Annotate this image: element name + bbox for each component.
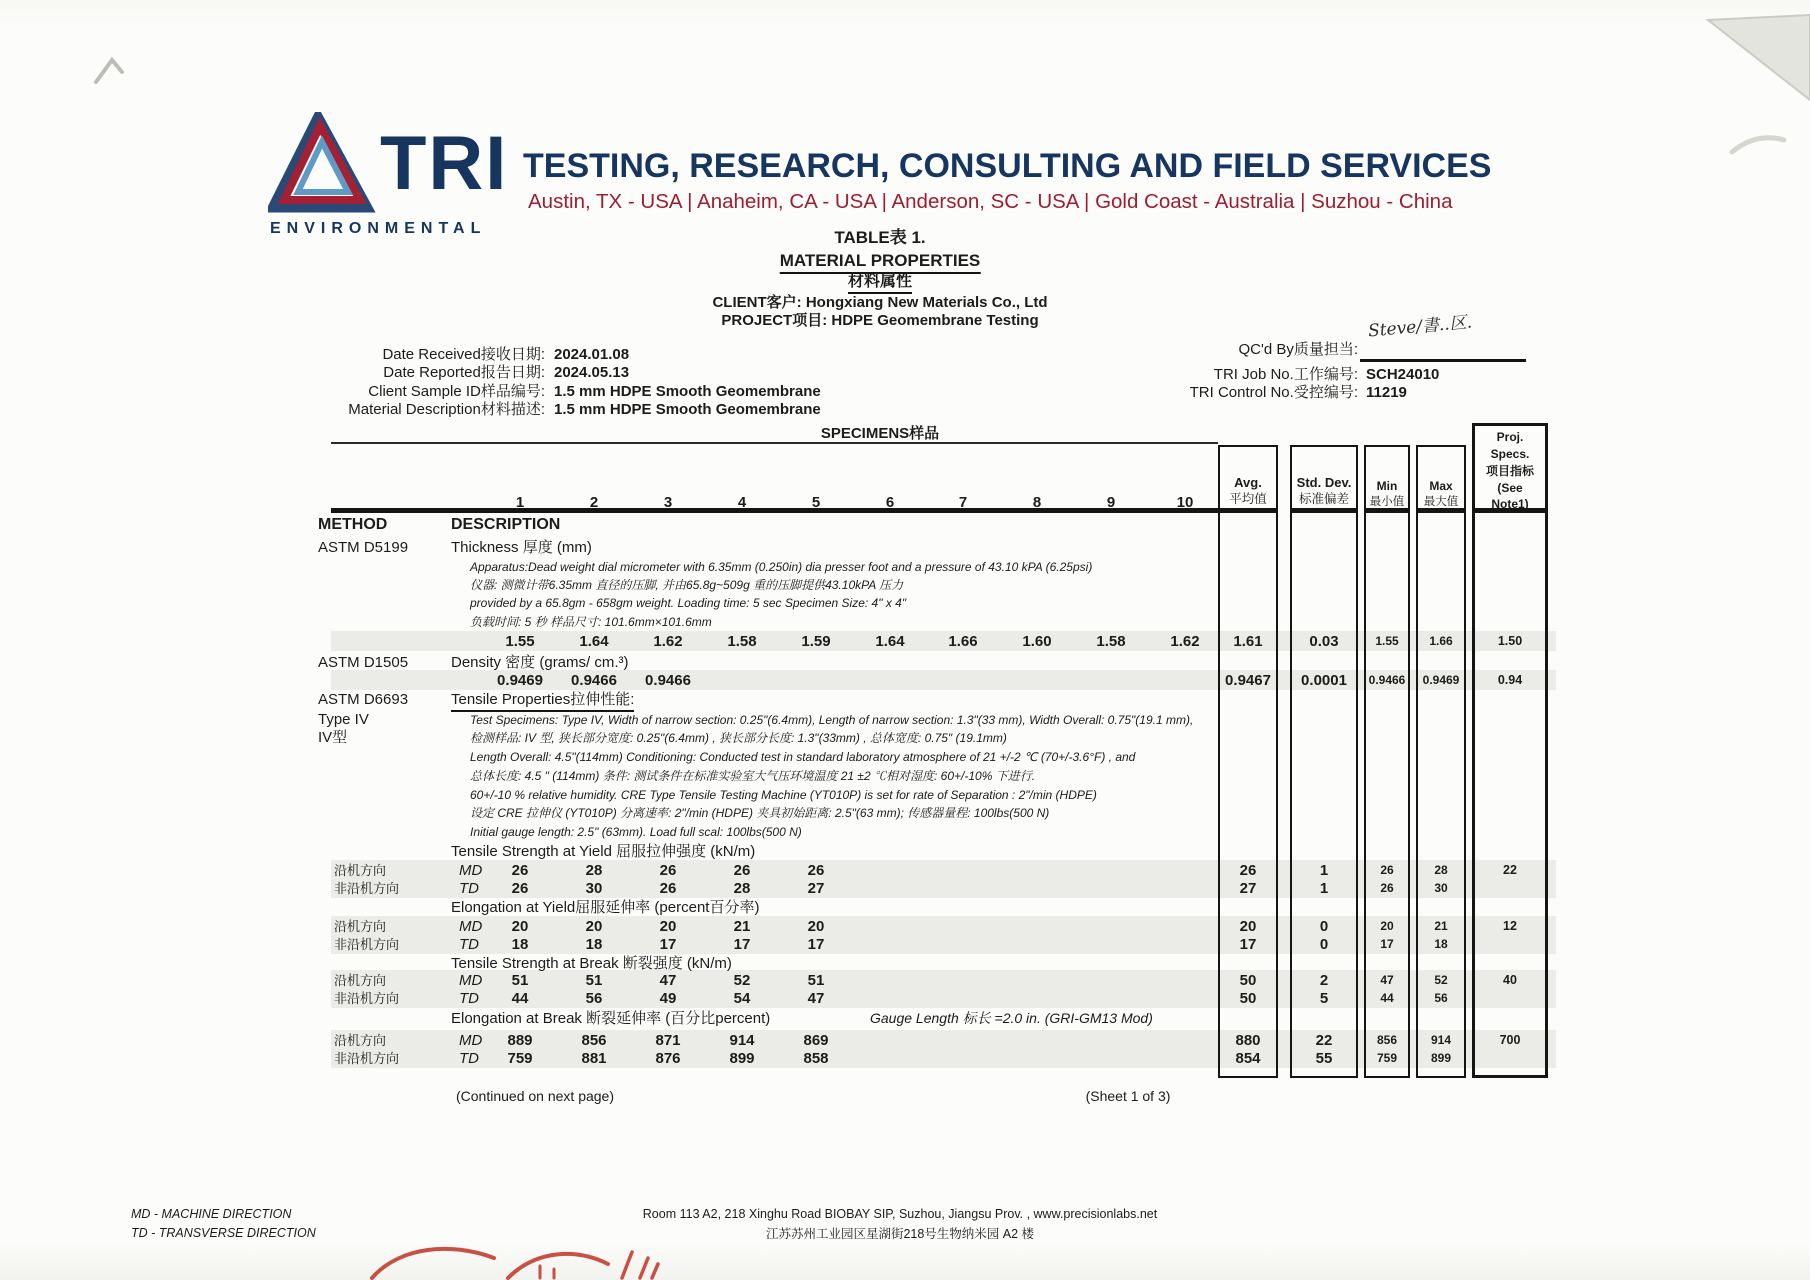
tri-control-no-value: 11219 [1366,384,1407,401]
note-line: 总体长度: 4.5 " (114mm) 条件: 测试条件在标准实验室大气压环境温度 21 ±2 ℃相对湿度: 60+/-10% 下进行. [470,768,1036,783]
specimen-value: 1.58 [1096,632,1126,650]
description-column-header: DESCRIPTION [451,516,561,533]
direction-label-zh: 非沿机方向 [334,1050,400,1066]
specimen-col-number: 1 [515,493,525,511]
note-line: Initial gauge length: 2.5" (63mm). Load full scal: 100lbs(500 N) [470,824,802,839]
direction-label-zh: 沿机方向 [334,972,387,988]
specimen-col-number: 4 [737,493,747,511]
direction-label-zh: 沿机方向 [334,862,387,878]
avg-value: 880 [1235,1031,1261,1049]
note-line: 检测样品: IV 型, 狭长部分宽度: 0.25"(6.4mm) , 狭长部分长度: 1.3"(33mm) , 总体宽度: 0.75" (19.1mm) [470,730,1007,745]
specimen-value: 876 [655,1049,681,1067]
specimen-col-number: 5 [811,493,821,511]
specimen-col-number: 9 [1106,493,1116,511]
avg-value: 854 [1235,1049,1261,1067]
note-line: 60+/-10 % relative humidity. CRE Type Tensile Testing Machine (YT010P) is set for rate of Separation : 2"/min (HDPE) [470,787,1097,802]
td-legend: TD - TRANSVERSE DIRECTION [131,1226,316,1240]
stddev-header-zh: 标准偏差 [1298,492,1350,506]
specimen-value: 52 [733,971,751,989]
avg-header-en: Avg. [1234,475,1262,490]
direction-label: TD [459,989,479,1007]
specimen-value: 881 [581,1049,607,1067]
specimen-value: 30 [585,879,603,897]
specimen-value: 26 [511,879,529,897]
specimen-col-number: 2 [589,493,599,511]
specimen-value: 0.9466 [645,671,691,689]
avg-header-zh: 平均值 [1229,492,1267,506]
stddev-value: 22 [1315,1031,1333,1049]
property-title: Elongation at Break 断裂延伸率 (百分比percent) [451,1009,771,1027]
max-value: 52 [1434,972,1448,987]
doc-title-zh: 材料属性 [848,272,912,294]
spec-header-line3: 项目指标 [1485,464,1535,478]
specimen-value: 1.59 [801,632,831,650]
specimen-value: 54 [733,989,751,1007]
specimen-value: 28 [585,861,603,879]
specimen-value: 869 [803,1031,829,1049]
specimen-value: 26 [659,879,677,897]
footer-address-en: Room 113 A2, 218 Xinghu Road BIOBAY SIP, Suzhou, Jiangsu Prov. , www.precisionlabs.net [642,1207,1158,1221]
gauge-length-note: Gauge Length 标长 =2.0 in. (GRI-GM13 Mod) [870,1010,1153,1026]
spec-header-line1: Proj. [1496,430,1524,444]
direction-label: TD [459,935,479,953]
max-value: 914 [1430,1032,1452,1047]
specimen-value: 21 [733,917,751,935]
specimen-value: 871 [655,1031,681,1049]
specimen-value: 20 [807,917,825,935]
min-value: 26 [1380,880,1394,895]
avg-value: 0.9467 [1225,671,1271,689]
specimen-value: 20 [585,917,603,935]
specimen-value: 26 [807,861,825,879]
page-fold-artifact [1700,10,1810,105]
tri-control-no-label: TRI Control No.受控编号: [1189,384,1358,401]
description-label: Density 密度 (grams/ cm.³) [451,653,629,671]
material-description-label: Material Description材料描述: [348,401,545,418]
method-label: ASTM D6693 [318,690,409,708]
spec-value: 40 [1503,973,1517,987]
direction-label-zh: 沿机方向 [334,918,387,934]
specimen-value: 18 [511,935,529,953]
min-value: 44 [1380,990,1394,1005]
corner-mark-artifact [92,52,132,92]
spec-value: 0.94 [1497,673,1523,687]
min-value: 856 [1376,1032,1398,1047]
specimen-value: 899 [729,1049,755,1067]
min-value: 759 [1376,1050,1398,1065]
note-line: provided by a 65.8gm - 658gm weight. Loading time: 5 sec Specimen Size: 4" x 4" [470,595,907,610]
stddev-value: 2 [1319,971,1329,989]
stddev-value: 0 [1319,935,1329,953]
qc-signature: Steve/書..区. [1367,312,1473,342]
avg-value: 17 [1239,935,1257,953]
note-line: 设定 CRE 拉伸仪 (YT010P) 分离速率: 2"/min (HDPE) 夹具初始距离: 2.5"(63 mm); 传感器量程: 100lbs(500 N) [470,805,1050,820]
specimens-header: SPECIMENS样品 [820,425,940,442]
max-value: 0.9469 [1422,672,1460,687]
stddev-value: 1 [1319,879,1329,897]
avg-value: 26 [1239,861,1257,879]
table-top-rule [331,442,1218,444]
logo-text: TRI [380,121,509,206]
avg-value: 1.61 [1233,632,1263,650]
red-stamp [360,1238,680,1280]
specimen-value: 17 [659,935,677,953]
specimen-value: 1.66 [948,632,978,650]
spec-header-line5: Note1) [1491,497,1529,511]
direction-label: TD [459,879,479,897]
client-sample-id-label: Client Sample ID样品编号: [368,383,545,400]
direction-label: MD [459,1031,483,1049]
specimen-value: 26 [511,861,529,879]
specimen-value: 0.9466 [571,671,617,689]
method-column-header: METHOD [318,516,388,533]
min-header-zh: 最小值 [1369,496,1405,508]
specimen-value: 18 [585,935,603,953]
method-label: ASTM D1505 [318,653,409,671]
specimen-value: 47 [659,971,677,989]
specimen-col-number: 10 [1176,493,1194,511]
note-line: Apparatus:Dead weight dial micrometer with 6.35mm (0.250in) dia presser foot and a pressure of 43.10 kPA (6.25psi) [470,559,1093,574]
client-line [712,293,1047,312]
material-description-value: 1.5 mm HDPE Smooth Geomembrane [554,401,821,418]
tri-job-no-value: SCH24010 [1366,366,1440,383]
spec-value: 22 [1503,863,1517,877]
direction-label: TD [459,1049,479,1067]
spec-header-line4: (See [1497,481,1523,495]
specimen-value: 759 [507,1049,533,1067]
stddev-value: 5 [1319,989,1329,1007]
specimen-value: 47 [807,989,825,1007]
max-value: 1.66 [1429,633,1453,648]
specimen-value: 51 [585,971,603,989]
client-sample-id-value: 1.5 mm HDPE Smooth Geomembrane [554,383,821,400]
property-title: Tensile Strength at Break 断裂强度 (kN/m) [451,954,732,972]
min-value: 17 [1380,936,1394,951]
specimen-value: 17 [807,935,825,953]
direction-label-zh: 沿机方向 [334,1032,387,1048]
avg-value: 20 [1239,917,1257,935]
project-value: HDPE Geomembrane Testing [831,312,1039,329]
spec-value: 700 [1499,1033,1521,1047]
specimen-value: 1.64 [875,632,905,650]
min-header-en: Min [1376,479,1398,493]
specimen-value: 44 [511,989,529,1007]
specimen-value: 49 [659,989,677,1007]
specimen-value: 1.64 [579,632,609,650]
direction-label: MD [459,917,483,935]
max-value: 28 [1434,862,1448,877]
specimen-value: 1.58 [727,632,757,650]
edge-curl-artifact [1728,130,1788,156]
note-line: Length Overall: 4.5"(114mm) Conditioning: Conducted test in standard laboratory atmosphere of 21 +/-2 ℃ (70+/-3.6°F) , and [470,749,1136,764]
max-value: 56 [1434,990,1448,1005]
description-label: Thickness 厚度 (mm) [451,538,592,556]
specimen-value: 51 [807,971,825,989]
qc-by-label: QC'd By质量担当: [1238,341,1358,358]
method-label: ASTM D5199 [318,538,409,556]
date-reported-label: Date Reported报告日期: [383,364,545,381]
table-number: TABLE表 1. [834,228,926,247]
letterhead-title: TESTING, RESEARCH, CONSULTING AND FIELD SERVICES [523,147,1492,185]
specimen-value: 1.60 [1022,632,1052,650]
min-value: 47 [1380,972,1394,987]
letterhead-locations: Austin, TX - USA | Anaheim, CA - USA | Anderson, SC - USA | Gold Coast - Australia | Suzhou - China [528,190,1453,213]
stddev-value: 0.0001 [1301,671,1347,689]
client-label: CLIENT客户: [712,294,802,311]
specimen-value: 28 [733,879,751,897]
specimen-value: 914 [729,1031,755,1049]
specimen-col-number: 8 [1032,493,1042,511]
specimen-value: 27 [807,879,825,897]
specimen-value: 1.55 [505,632,535,650]
stddev-header-en: Std. Dev. [1296,475,1352,490]
specimen-value: 26 [733,861,751,879]
specimen-value: 0.9469 [497,671,543,689]
property-title: Elongation at Yield屈服延伸率 (percent百分率) [451,898,760,916]
spec-value: 12 [1503,919,1517,933]
direction-label-zh: 非沿机方向 [334,990,400,1006]
min-value: 0.9466 [1368,672,1406,687]
avg-value: 27 [1239,879,1257,897]
stddev-value: 0.03 [1309,632,1339,650]
method-label: IV型 [318,728,348,746]
specimen-col-number: 3 [663,493,673,511]
sheet-number: (Sheet 1 of 3) [1085,1088,1171,1104]
logo-subtext: ENVIRONMENTAL [270,220,487,237]
max-value: 18 [1434,936,1448,951]
specimen-col-number: 7 [958,493,968,511]
note-line: 仪器: 测微计带6.35mm 直径的压脚, 并由65.8g~509g 重的压脚提供43.10kPA 压力 [470,577,904,592]
specimen-value: 26 [659,861,677,879]
specimen-value: 51 [511,971,529,989]
md-legend: MD - MACHINE DIRECTION [131,1207,292,1221]
description-label: Tensile Properties拉伸性能: [451,690,634,712]
specimen-value: 889 [507,1031,533,1049]
specimen-value: 56 [585,989,603,1007]
spec-value: 1.50 [1497,634,1523,648]
specimen-value: 17 [733,935,751,953]
max-value: 21 [1434,918,1448,933]
tri-job-no-label: TRI Job No.工作编号: [1213,366,1358,383]
stddev-value: 0 [1319,917,1329,935]
specimen-col-number: 6 [885,493,895,511]
direction-label-zh: 非沿机方向 [334,936,400,952]
date-reported-value: 2024.05.13 [554,364,630,381]
max-value: 899 [1430,1050,1452,1065]
tri-logo-triangle-icon [268,112,376,216]
client-value: Hongxiang New Materials Co., Ltd [805,294,1048,311]
max-header-en: Max [1429,479,1453,493]
stddev-value: 55 [1315,1049,1333,1067]
specimen-value: 856 [581,1031,607,1049]
max-value: 30 [1434,880,1448,895]
spec-header-line2: Specs. [1490,447,1530,461]
note-line: 负载时间: 5 秒 样品尺寸: 101.6mm×101.6mm [470,614,712,629]
date-received-value: 2024.01.08 [554,346,630,363]
specimen-value: 20 [659,917,677,935]
method-label: Type IV [318,710,369,728]
footer-address-zh: 江苏苏州工业园区星湖街218号生物纳米园 A2 楼 [765,1227,1035,1241]
note-line: Test Specimens: Type IV, Width of narrow section: 0.25"(6.4mm), Length of narrow section: 1.3"(33 mm), Width Overall: 0.75"(19.1 mm), [470,712,1194,727]
specimen-value: 858 [803,1049,829,1067]
stddev-value: 1 [1319,861,1329,879]
qc-signature-line [1360,359,1526,362]
table-heavy-rule [331,508,1218,513]
doc-title-en: MATERIAL PROPERTIES [780,251,981,274]
min-value: 26 [1380,862,1394,877]
property-title: Tensile Strength at Yield 屈服拉伸强度 (kN/m) [451,842,756,860]
direction-label-zh: 非沿机方向 [334,880,400,896]
min-value: 20 [1380,918,1394,933]
avg-value: 50 [1239,971,1257,989]
continued-note: (Continued on next page) [456,1088,614,1104]
specimen-value: 1.62 [1170,632,1200,650]
direction-label: MD [459,861,483,879]
avg-value: 50 [1239,989,1257,1007]
max-header-zh: 最大值 [1423,496,1459,508]
project-label: PROJECT项目: [721,312,828,329]
project-line [721,311,1038,330]
specimen-value: 20 [511,917,529,935]
min-value: 1.55 [1375,633,1399,648]
specimen-value: 1.62 [653,632,683,650]
direction-label: MD [459,971,483,989]
date-received-label: Date Received接收日期: [382,346,545,363]
